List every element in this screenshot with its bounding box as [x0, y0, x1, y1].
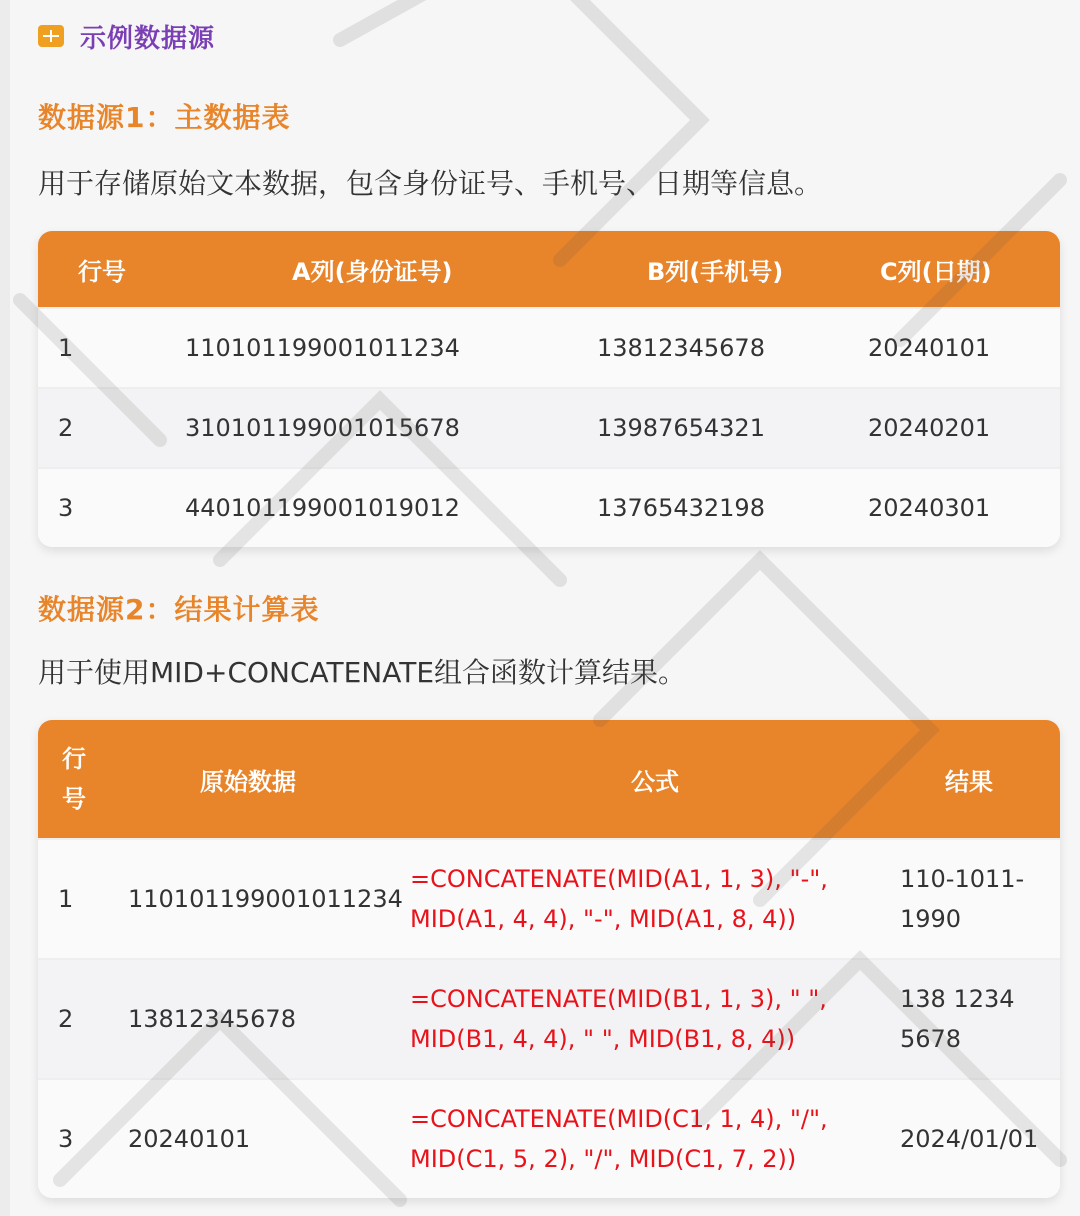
column-header: A列(身份证号) — [165, 231, 575, 308]
table-cell: 1 — [38, 308, 165, 388]
result-calc-table — [38, 720, 1060, 1198]
formula-cell: =CONCATENATE(MID(C1, 1, 4), "/", MID(C1, 5, 2), "/", MID(C1, 7, 2)) — [410, 1079, 900, 1198]
result-cell: 110-1011-1990 — [900, 839, 1060, 959]
table-cell: 310101199001015678 — [165, 388, 575, 468]
table-row — [38, 308, 1060, 388]
table-cell: 440101199001019012 — [165, 468, 575, 547]
left-strip — [0, 0, 10, 1216]
table-row — [38, 388, 1060, 468]
table-cell: 3 — [38, 468, 165, 547]
table-cell: 3 — [38, 1079, 110, 1198]
datasource2-title: 数据源2：结果计算表 — [38, 593, 320, 626]
column-header: 行号 — [38, 720, 110, 839]
table-cell: 13812345678 — [575, 308, 846, 388]
main-data-table — [38, 231, 1060, 547]
table-cell: 13812345678 — [110, 959, 410, 1079]
table-cell: 20240101 — [110, 1079, 410, 1198]
column-header: B列(手机号) — [575, 231, 846, 308]
column-header: 原始数据 — [110, 720, 410, 839]
column-header: 结果 — [900, 720, 1060, 839]
table-cell: 2 — [38, 388, 165, 468]
datasource1-description: 用于存储原始文本数据，包含身份证号、手机号、日期等信息。 — [38, 167, 823, 200]
table-icon — [38, 25, 64, 47]
table-cell: 110101199001011234 — [110, 839, 410, 959]
formula-cell: =CONCATENATE(MID(B1, 1, 3), " ", MID(B1, 4, 4), " ", MID(B1, 8, 4)) — [410, 959, 900, 1079]
table-row — [38, 468, 1060, 547]
table-row — [38, 1079, 1060, 1198]
table-row — [38, 959, 1060, 1079]
table-header-row — [38, 231, 1060, 308]
section-title: 示例数据源 — [80, 23, 216, 54]
result-cell: 2024/01/01 — [900, 1079, 1060, 1198]
datasource2-description: 用于使用MID+CONCATENATE组合函数计算结果。 — [38, 656, 687, 689]
table-header-row — [38, 720, 1060, 839]
table-cell: 20240301 — [846, 468, 1060, 547]
datasource1-title: 数据源1：主数据表 — [38, 101, 291, 134]
result-cell: 138 1234 5678 — [900, 959, 1060, 1079]
column-header: 行号 — [38, 231, 165, 308]
table-cell: 1 — [38, 839, 110, 959]
table-row — [38, 839, 1060, 959]
table-cell: 110101199001011234 — [165, 308, 575, 388]
table-cell: 20240101 — [846, 308, 1060, 388]
column-header: 公式 — [410, 720, 900, 839]
section-header — [38, 16, 215, 56]
table-cell: 13987654321 — [575, 388, 846, 468]
table-cell: 2 — [38, 959, 110, 1079]
column-header: C列(日期) — [846, 231, 1060, 308]
table-cell: 20240201 — [846, 388, 1060, 468]
formula-cell: =CONCATENATE(MID(A1, 1, 3), "-", MID(A1, 4, 4), "-", MID(A1, 8, 4)) — [410, 839, 900, 959]
table-cell: 13765432198 — [575, 468, 846, 547]
